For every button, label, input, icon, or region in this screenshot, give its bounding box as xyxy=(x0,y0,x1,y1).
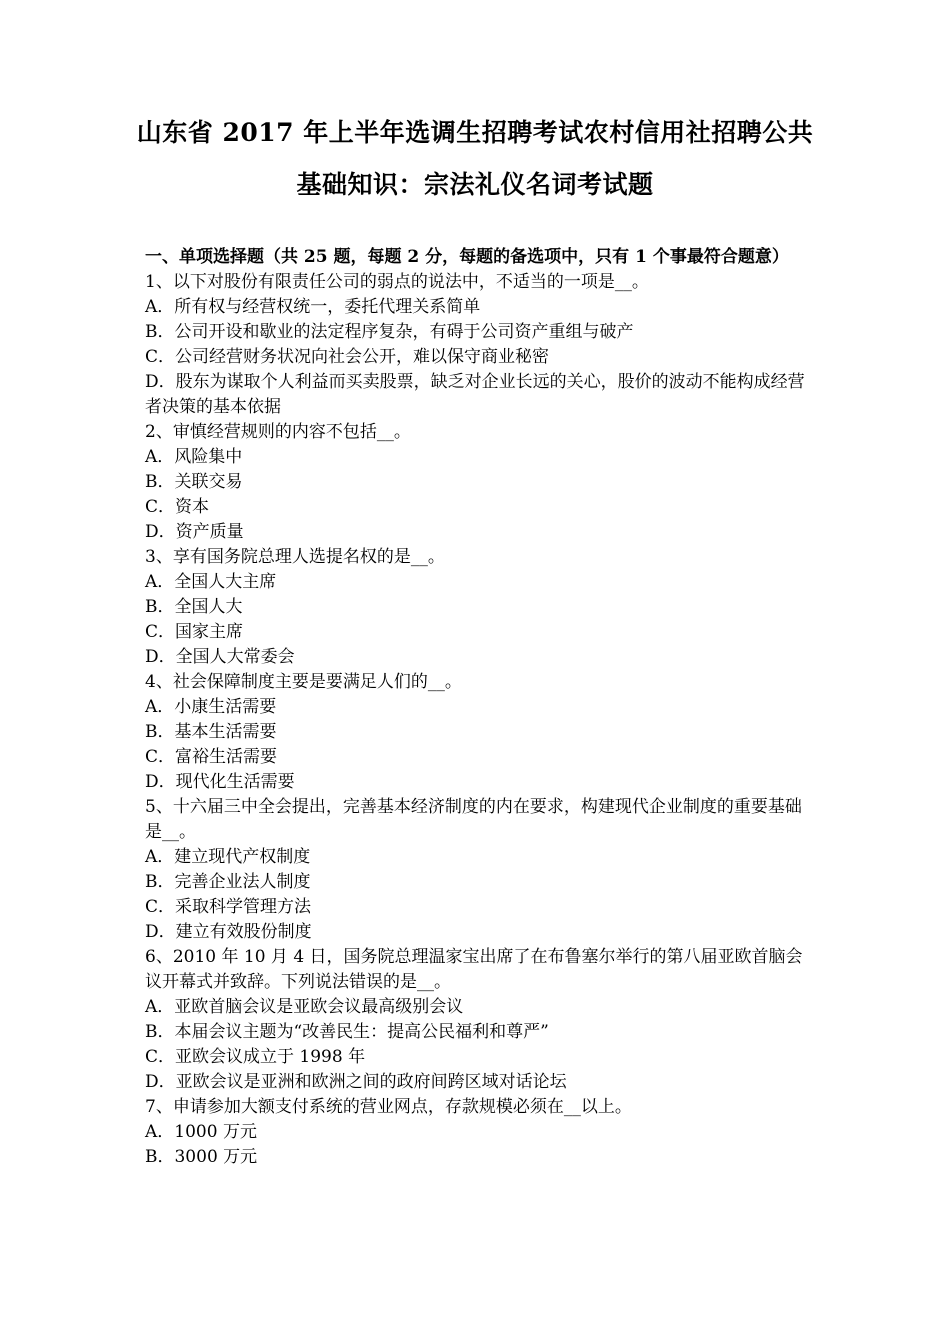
document-body xyxy=(145,245,810,1170)
question-1 xyxy=(145,270,810,420)
option-c: C．国家主席 xyxy=(145,622,244,642)
option-c: C．富裕生活需要 xyxy=(145,747,278,767)
document-title-line2: 基础知识：宗法礼仪名词考试题 xyxy=(296,170,654,199)
option-a: A．所有权与经营权统一，委托代理关系简单 xyxy=(145,297,481,317)
question-4 xyxy=(145,670,810,795)
option-d: D．股东为谋取个人利益而买卖股票，缺乏对企业长远的关心，股价的波动不能构成经营者决策的基本依据 xyxy=(145,372,805,417)
question-text: 5、十六届三中全会提出，完善基本经济制度的内在要求，构建现代企业制度的重要基础是__。 xyxy=(145,797,802,842)
option-d: D．全国人大常委会 xyxy=(145,647,295,667)
option-a: A．建立现代产权制度 xyxy=(145,847,311,867)
option-a: A．1000 万元 xyxy=(145,1122,257,1142)
question-3 xyxy=(145,545,810,670)
option-b: B．关联交易 xyxy=(145,472,243,492)
document-title-line1: 山东省 2017 年上半年选调生招聘考试农村信用社招聘公共 xyxy=(136,118,814,147)
option-d: D．亚欧会议是亚洲和欧洲之间的政府间跨区域对话论坛 xyxy=(145,1072,567,1092)
question-5 xyxy=(145,795,810,945)
question-text: 2、审慎经营规则的内容不包括__。 xyxy=(145,422,411,442)
option-a: A．风险集中 xyxy=(145,447,243,467)
question-text: 3、享有国务院总理人选提名权的是__。 xyxy=(145,547,445,567)
section-heading: 一、单项选择题（共 25 题，每题 2 分，每题的备选项中，只有 1 个事最符合题意） xyxy=(145,247,789,267)
option-c: C．亚欧会议成立于 1998 年 xyxy=(145,1047,366,1067)
question-text: 4、社会保障制度主要是要满足人们的__。 xyxy=(145,672,462,692)
question-text: 6、2010 年 10 月 4 日，国务院总理温家宝出席了在布鲁塞尔举行的第八届亚欧首脑会议开幕式并致辞。下列说法错误的是__。 xyxy=(145,947,803,992)
option-d: D．资产质量 xyxy=(145,522,244,542)
option-b: B．公司开设和歇业的法定程序复杂，有碍于公司资产重组与破产 xyxy=(145,322,634,342)
option-b: B．3000 万元 xyxy=(145,1147,258,1167)
option-c: C．资本 xyxy=(145,497,210,517)
question-text: 1、以下对股份有限责任公司的弱点的说法中，不适当的一项是__。 xyxy=(145,272,649,292)
option-d: D．现代化生活需要 xyxy=(145,772,295,792)
option-b: B．基本生活需要 xyxy=(145,722,277,742)
option-a: A．亚欧首脑会议是亚欧会议最高级别会议 xyxy=(145,997,464,1017)
question-6 xyxy=(145,945,810,1095)
option-a: A．小康生活需要 xyxy=(145,697,277,717)
option-b: B．完善企业法人制度 xyxy=(145,872,311,892)
option-b: B．全国人大 xyxy=(145,597,243,617)
question-7 xyxy=(145,1095,810,1170)
question-2 xyxy=(145,420,810,545)
option-c: C．公司经营财务状况向社会公开，难以保守商业秘密 xyxy=(145,347,550,367)
question-text: 7、申请参加大额支付系统的营业网点，存款规模必须在__以上。 xyxy=(145,1097,632,1117)
option-d: D．建立有效股份制度 xyxy=(145,922,312,942)
option-b: B．本届会议主题为“改善民生：提高公民福利和尊严” xyxy=(145,1022,549,1042)
option-c: C．采取科学管理方法 xyxy=(145,897,312,917)
option-a: A．全国人大主席 xyxy=(145,572,277,592)
